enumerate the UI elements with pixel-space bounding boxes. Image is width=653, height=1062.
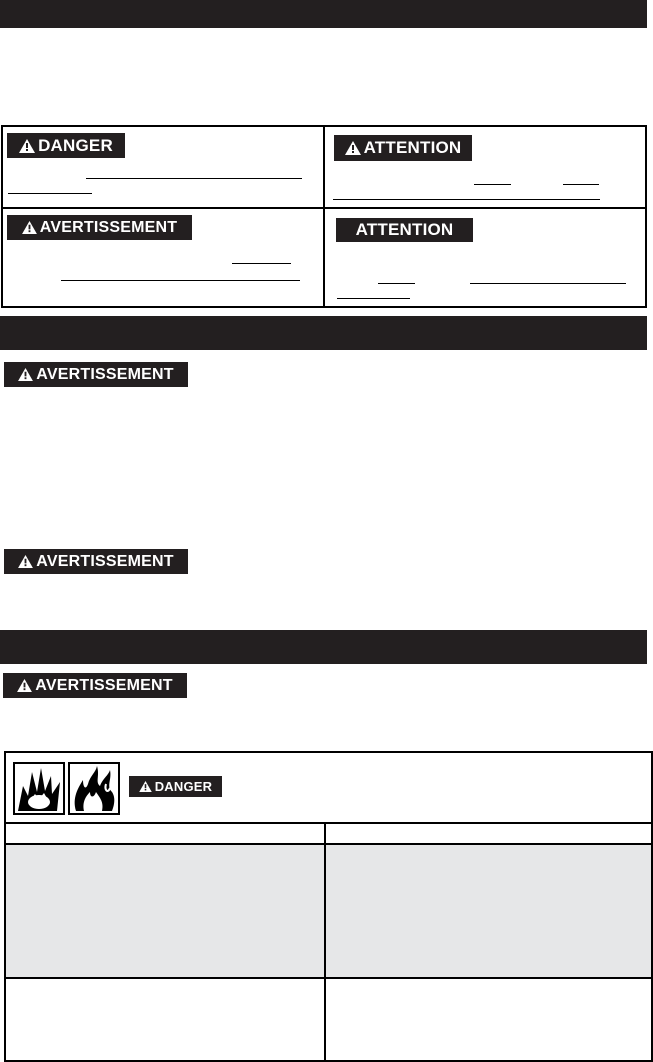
attention-underline-3: [333, 199, 600, 200]
attention-badge-plain: [336, 218, 473, 242]
explosion-hazard-icon: [13, 762, 65, 815]
attention-plain-underline-1: [378, 283, 415, 284]
fire-hazard-icon: [68, 762, 120, 815]
hazard-table-rule-1: [4, 822, 653, 824]
warning-triangle-icon: [18, 555, 33, 568]
avertissement-underline-1: [232, 263, 291, 264]
danger-label: DANGER: [38, 135, 113, 155]
warning-triangle-icon: [139, 781, 152, 792]
hazard-table-rule-3: [4, 977, 653, 979]
avertissement-underline-2: [61, 280, 300, 281]
warning-triangle-icon: [345, 141, 361, 155]
signal-word-grid-divider-h: [1, 207, 647, 209]
hazard-table-shaded-row: [6, 844, 651, 978]
attention-label-plain: ATTENTION: [355, 220, 454, 239]
warning-triangle-icon: [18, 368, 33, 381]
avertissement-label: AVERTISSEMENT: [39, 218, 178, 236]
avertissement-label: AVERTISSEMENT: [36, 552, 174, 570]
signal-word-grid-divider-v: [323, 125, 325, 308]
hazard-table-danger-label: DANGER: [154, 779, 213, 794]
danger-badge: [7, 133, 125, 158]
avertissement-badge-section2-a: [4, 362, 188, 387]
section-header-bar-3: [0, 630, 647, 664]
danger-underline-1: [86, 178, 302, 179]
hazard-table-danger-badge: [129, 776, 222, 797]
hazard-table-rule-2: [4, 843, 653, 845]
warning-triangle-icon: [22, 221, 37, 234]
section-header-bar-2: [0, 316, 647, 350]
avertissement-badge-section2-b: [4, 549, 188, 574]
attention-label: ATTENTION: [363, 138, 462, 157]
danger-underline-2: [8, 193, 92, 194]
warning-triangle-icon: [17, 679, 32, 692]
attention-plain-underline-3: [337, 298, 410, 299]
attention-underline-2: [563, 184, 599, 185]
avertissement-label: AVERTISSEMENT: [35, 676, 173, 694]
hazard-table-divider: [324, 822, 326, 1062]
avertissement-badge-section3: [3, 673, 187, 698]
attention-plain-underline-2: [470, 283, 626, 284]
warning-triangle-icon: [19, 139, 35, 153]
section-header-bar-1: [0, 0, 647, 28]
avertissement-badge-grid: [7, 215, 192, 240]
attention-badge-triangle: [334, 135, 472, 161]
attention-underline-1: [474, 184, 511, 185]
avertissement-label: AVERTISSEMENT: [36, 365, 174, 383]
